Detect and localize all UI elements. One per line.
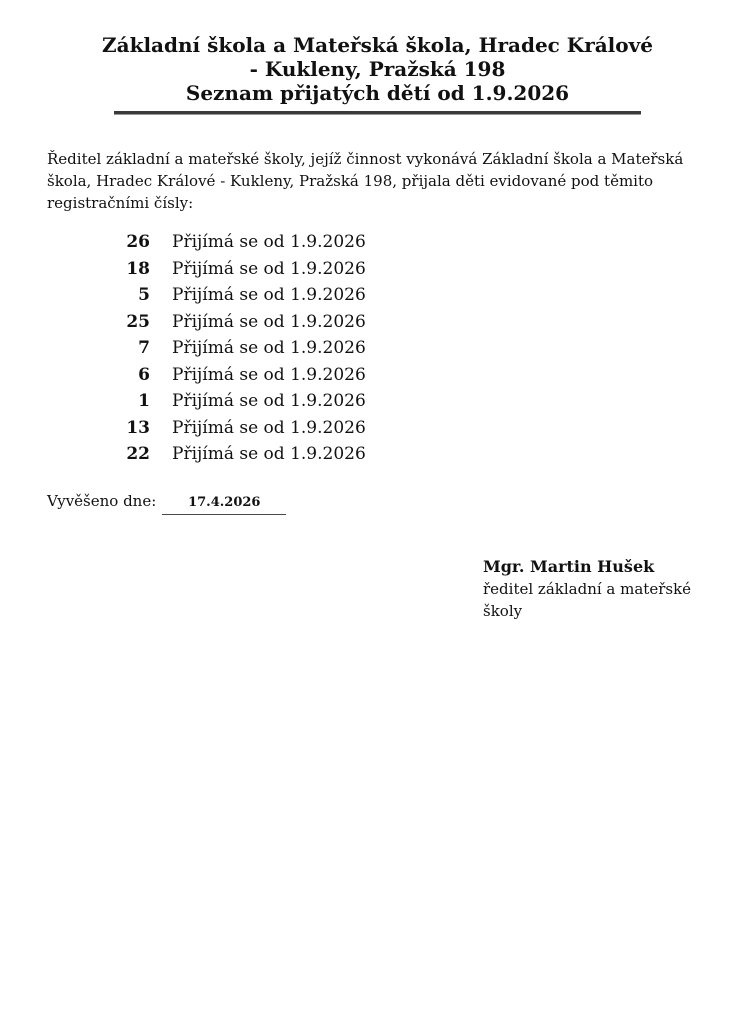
list-heading: Seznam přijatých dětí od 1.9.2026 [185,81,570,105]
registration-number: 5 [138,285,150,305]
admission-status: Přijímá se od 1.9.2026 [172,444,366,464]
admission-row [47,441,708,468]
admission-row [47,256,708,283]
registration-number: 18 [126,258,150,279]
signature-block [483,556,708,622]
admission-status: Přijímá se od 1.9.2026 [172,285,366,305]
admission-row [47,335,708,362]
posted-date-label: Vyvěšeno dne: [47,491,157,510]
registration-number: 6 [138,364,150,385]
posted-date-value: 17.4.2026 [162,493,286,515]
admission-status: Přijímá se od 1.9.2026 [172,258,366,279]
document-title [97,33,659,105]
posted-line [47,491,708,515]
admission-status: Přijímá se od 1.9.2026 [172,338,366,358]
registration-number: 22 [126,444,150,464]
admission-row [47,309,708,336]
admission-row [47,362,708,389]
title-rule [114,111,641,115]
admission-row [47,388,708,415]
signature-role: ředitel základní a mateřské školy [483,579,692,620]
registration-number: 25 [126,311,150,332]
admission-status: Přijímá se od 1.9.2026 [172,232,366,252]
admission-list [47,229,708,468]
admission-status: Přijímá se od 1.9.2026 [172,391,366,411]
signature-name: Mgr. Martin Hušek [483,556,655,576]
school-name: Základní škola a Mateřská škola, Hradec Králové - Kukleny, Pražská 198 [102,33,653,81]
registration-number: 13 [126,417,150,438]
intro-paragraph: Ředitel základní a mateřské školy, jejíž činnost vykonává Základní škola a Mateřská škola, Hradec Králové - Kukleny, Pražská 198, přijala děti evidované pod těmito registračními čísly: [47,150,684,212]
registration-number: 1 [138,391,150,411]
registration-number: 7 [138,338,150,358]
admission-row [47,415,708,442]
admission-row [47,282,708,309]
admission-status: Přijímá se od 1.9.2026 [172,364,366,385]
admission-row [47,229,708,256]
admission-status: Přijímá se od 1.9.2026 [172,311,366,332]
registration-number: 26 [126,232,150,252]
admission-status: Přijímá se od 1.9.2026 [172,417,366,438]
